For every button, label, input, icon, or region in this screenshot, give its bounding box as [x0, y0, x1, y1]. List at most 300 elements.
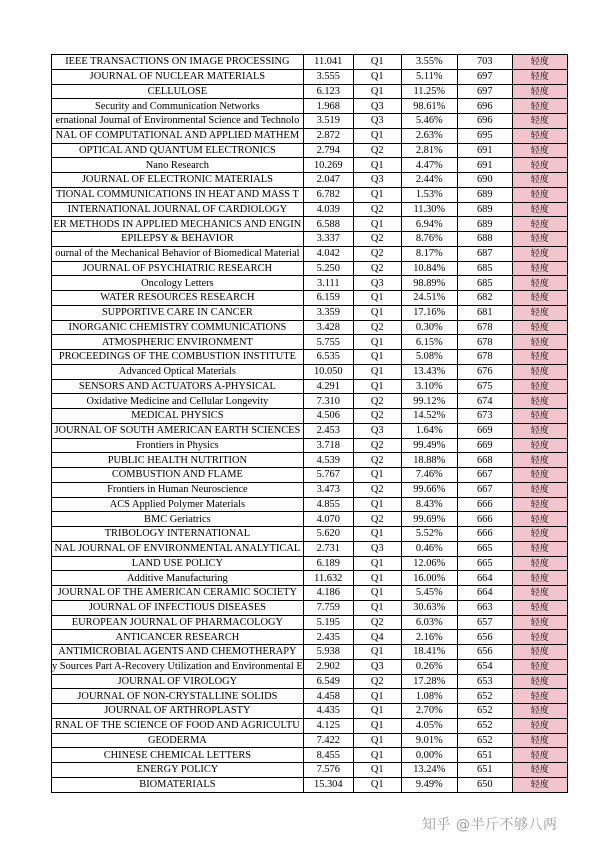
rank-cell: 657 — [457, 615, 512, 630]
status-cell: 轻度 — [512, 217, 567, 232]
table-row — [52, 320, 568, 335]
table-row — [52, 128, 568, 143]
impact-factor-cell: 4.039 — [303, 202, 353, 217]
status-cell: 轻度 — [512, 748, 567, 763]
table-row — [52, 718, 568, 733]
impact-factor-cell: 5.755 — [303, 335, 353, 350]
rank-cell: 674 — [457, 394, 512, 409]
percentage-cell: 5.11% — [401, 69, 457, 84]
journal-name-cell: PUBLIC HEALTH NUTRITION — [52, 453, 304, 468]
quartile-cell: Q3 — [353, 173, 401, 188]
rank-cell: 678 — [457, 335, 512, 350]
impact-factor-cell: 6.549 — [303, 674, 353, 689]
percentage-cell: 16.00% — [401, 571, 457, 586]
journal-name-cell: COMBUSTION AND FLAME — [52, 468, 304, 483]
journal-name-cell: CHINESE CHEMICAL LETTERS — [52, 748, 304, 763]
journal-name-cell: ANTIMICROBIAL AGENTS AND CHEMOTHERAPY — [52, 645, 304, 660]
quartile-cell: Q2 — [353, 438, 401, 453]
impact-factor-cell: 4.458 — [303, 689, 353, 704]
impact-factor-cell: 5.620 — [303, 527, 353, 542]
quartile-cell: Q1 — [353, 364, 401, 379]
quartile-cell: Q1 — [353, 468, 401, 483]
percentage-cell: 6.03% — [401, 615, 457, 630]
status-cell: 轻度 — [512, 615, 567, 630]
table-row — [52, 541, 568, 556]
impact-factor-cell: 3.555 — [303, 69, 353, 84]
impact-factor-cell: 7.422 — [303, 733, 353, 748]
percentage-cell: 18.41% — [401, 645, 457, 660]
rank-cell: 669 — [457, 438, 512, 453]
table-row — [52, 202, 568, 217]
journal-name-cell: NAL JOURNAL OF ENVIRONMENTAL ANALYTICAL — [52, 541, 304, 556]
table-row — [52, 143, 568, 158]
status-cell: 轻度 — [512, 586, 567, 601]
rank-cell: 666 — [457, 527, 512, 542]
journal-name-cell: JOURNAL OF NUCLEAR MATERIALS — [52, 69, 304, 84]
journal-name-cell: CELLULOSE — [52, 84, 304, 99]
status-cell: 轻度 — [512, 84, 567, 99]
table-row — [52, 512, 568, 527]
table-row — [52, 305, 568, 320]
status-cell: 轻度 — [512, 482, 567, 497]
percentage-cell: 99.66% — [401, 482, 457, 497]
journal-name-cell: BIOMATERIALS — [52, 777, 304, 792]
percentage-cell: 0.30% — [401, 320, 457, 335]
impact-factor-cell: 10.269 — [303, 158, 353, 173]
quartile-cell: Q2 — [353, 261, 401, 276]
journal-name-cell: SENSORS AND ACTUATORS A-PHYSICAL — [52, 379, 304, 394]
impact-factor-cell: 4.070 — [303, 512, 353, 527]
journal-name-cell: Security and Communication Networks — [52, 99, 304, 114]
journal-name-cell: JOURNAL OF SOUTH AMERICAN EARTH SCIENCES — [52, 423, 304, 438]
table-row — [52, 482, 568, 497]
status-cell: 轻度 — [512, 512, 567, 527]
impact-factor-cell: 7.576 — [303, 763, 353, 778]
table-row — [52, 158, 568, 173]
status-cell: 轻度 — [512, 718, 567, 733]
percentage-cell: 2.70% — [401, 704, 457, 719]
status-cell: 轻度 — [512, 630, 567, 645]
percentage-cell: 12.06% — [401, 556, 457, 571]
quartile-cell: Q3 — [353, 276, 401, 291]
journal-name-cell: Advanced Optical Materials — [52, 364, 304, 379]
table-row — [52, 571, 568, 586]
table-row — [52, 748, 568, 763]
table-row — [52, 468, 568, 483]
quartile-cell: Q1 — [353, 586, 401, 601]
journal-name-cell: Oncology Letters — [52, 276, 304, 291]
percentage-cell: 99.12% — [401, 394, 457, 409]
rank-cell: 688 — [457, 232, 512, 247]
impact-factor-cell: 2.794 — [303, 143, 353, 158]
rank-cell: 665 — [457, 556, 512, 571]
table-row — [52, 674, 568, 689]
rank-cell: 697 — [457, 69, 512, 84]
quartile-cell: Q1 — [353, 305, 401, 320]
status-cell: 轻度 — [512, 704, 567, 719]
table-row — [52, 84, 568, 99]
journal-name-cell: ournal of the Mechanical Behavior of Biomedical Material — [52, 246, 304, 261]
status-cell: 轻度 — [512, 320, 567, 335]
quartile-cell: Q1 — [353, 748, 401, 763]
journal-name-cell: ANTICANCER RESEARCH — [52, 630, 304, 645]
rank-cell: 703 — [457, 55, 512, 70]
status-cell: 轻度 — [512, 276, 567, 291]
percentage-cell: 7.46% — [401, 468, 457, 483]
impact-factor-cell: 5.938 — [303, 645, 353, 660]
journal-name-cell: SUPPORTIVE CARE IN CANCER — [52, 305, 304, 320]
journal-name-cell: ACS Applied Polymer Materials — [52, 497, 304, 512]
journal-name-cell: IEEE TRANSACTIONS ON IMAGE PROCESSING — [52, 55, 304, 70]
table-row — [52, 600, 568, 615]
table-row — [52, 586, 568, 601]
status-cell: 轻度 — [512, 143, 567, 158]
impact-factor-cell: 2.047 — [303, 173, 353, 188]
quartile-cell: Q1 — [353, 704, 401, 719]
quartile-cell: Q2 — [353, 482, 401, 497]
impact-factor-cell: 11.041 — [303, 55, 353, 70]
status-cell: 轻度 — [512, 128, 567, 143]
rank-cell: 667 — [457, 468, 512, 483]
quartile-cell: Q1 — [353, 556, 401, 571]
rank-cell: 652 — [457, 689, 512, 704]
impact-factor-cell: 6.159 — [303, 291, 353, 306]
journal-name-cell: JOURNAL OF NON-CRYSTALLINE SOLIDS — [52, 689, 304, 704]
status-cell: 轻度 — [512, 261, 567, 276]
quartile-cell: Q1 — [353, 128, 401, 143]
journal-name-cell: JOURNAL OF ARTHROPLASTY — [52, 704, 304, 719]
quartile-cell: Q2 — [353, 143, 401, 158]
journal-name-cell: INORGANIC CHEMISTRY COMMUNICATIONS — [52, 320, 304, 335]
quartile-cell: Q1 — [353, 335, 401, 350]
status-cell: 轻度 — [512, 571, 567, 586]
percentage-cell: 1.08% — [401, 689, 457, 704]
impact-factor-cell: 5.195 — [303, 615, 353, 630]
percentage-cell: 3.10% — [401, 379, 457, 394]
table-row — [52, 69, 568, 84]
quartile-cell: Q1 — [353, 350, 401, 365]
status-cell: 轻度 — [512, 305, 567, 320]
rank-cell: 681 — [457, 305, 512, 320]
percentage-cell: 18.88% — [401, 453, 457, 468]
rank-cell: 697 — [457, 84, 512, 99]
quartile-cell: Q2 — [353, 453, 401, 468]
impact-factor-cell: 4.506 — [303, 409, 353, 424]
quartile-cell: Q3 — [353, 659, 401, 674]
percentage-cell: 13.24% — [401, 763, 457, 778]
status-cell: 轻度 — [512, 394, 567, 409]
table-row — [52, 261, 568, 276]
rank-cell: 666 — [457, 512, 512, 527]
percentage-cell: 8.17% — [401, 246, 457, 261]
rank-cell: 666 — [457, 497, 512, 512]
rank-cell: 652 — [457, 704, 512, 719]
quartile-cell: Q1 — [353, 158, 401, 173]
status-cell: 轻度 — [512, 246, 567, 261]
impact-factor-cell: 11.632 — [303, 571, 353, 586]
impact-factor-cell: 5.250 — [303, 261, 353, 276]
journal-name-cell: GEODERMA — [52, 733, 304, 748]
percentage-cell: 6.15% — [401, 335, 457, 350]
quartile-cell: Q3 — [353, 114, 401, 129]
impact-factor-cell: 4.539 — [303, 453, 353, 468]
quartile-cell: Q3 — [353, 99, 401, 114]
table-row — [52, 291, 568, 306]
percentage-cell: 5.46% — [401, 114, 457, 129]
rank-cell: 689 — [457, 217, 512, 232]
rank-cell: 651 — [457, 763, 512, 778]
rank-cell: 682 — [457, 291, 512, 306]
table-row — [52, 556, 568, 571]
table-row — [52, 232, 568, 247]
impact-factor-cell: 2.731 — [303, 541, 353, 556]
quartile-cell: Q1 — [353, 497, 401, 512]
percentage-cell: 0.46% — [401, 541, 457, 556]
journal-name-cell: Oxidative Medicine and Cellular Longevity — [52, 394, 304, 409]
status-cell: 轻度 — [512, 69, 567, 84]
quartile-cell: Q2 — [353, 320, 401, 335]
impact-factor-cell: 4.125 — [303, 718, 353, 733]
journal-name-cell: NAL OF COMPUTATIONAL AND APPLIED MATHEM — [52, 128, 304, 143]
impact-factor-cell: 3.359 — [303, 305, 353, 320]
rank-cell: 664 — [457, 586, 512, 601]
journal-name-cell: JOURNAL OF THE AMERICAN CERAMIC SOCIETY — [52, 586, 304, 601]
status-cell: 轻度 — [512, 99, 567, 114]
quartile-cell: Q1 — [353, 84, 401, 99]
rank-cell: 654 — [457, 659, 512, 674]
table-row — [52, 615, 568, 630]
rank-cell: 673 — [457, 409, 512, 424]
rank-cell: 678 — [457, 350, 512, 365]
rank-cell: 696 — [457, 99, 512, 114]
quartile-cell: Q2 — [353, 232, 401, 247]
percentage-cell: 4.05% — [401, 718, 457, 733]
percentage-cell: 98.61% — [401, 99, 457, 114]
percentage-cell: 24.51% — [401, 291, 457, 306]
status-cell: 轻度 — [512, 423, 567, 438]
journal-name-cell: BMC Geriatrics — [52, 512, 304, 527]
journal-name-cell: ernational Journal of Environmental Science and Technolo — [52, 114, 304, 129]
percentage-cell: 5.52% — [401, 527, 457, 542]
table-row — [52, 246, 568, 261]
quartile-cell: Q2 — [353, 202, 401, 217]
table-row — [52, 173, 568, 188]
status-cell: 轻度 — [512, 438, 567, 453]
percentage-cell: 99.69% — [401, 512, 457, 527]
percentage-cell: 2.81% — [401, 143, 457, 158]
journal-name-cell: LAND USE POLICY — [52, 556, 304, 571]
journal-name-cell: JOURNAL OF VIROLOGY — [52, 674, 304, 689]
journal-name-cell: y Sources Part A-Recovery Utilization and Environmental E — [52, 661, 303, 673]
journal-name-cell: Frontiers in Human Neuroscience — [52, 482, 304, 497]
impact-factor-cell: 4.291 — [303, 379, 353, 394]
quartile-cell: Q2 — [353, 615, 401, 630]
rank-cell: 665 — [457, 541, 512, 556]
table-row — [52, 335, 568, 350]
percentage-cell: 5.45% — [401, 586, 457, 601]
impact-factor-cell: 2.453 — [303, 423, 353, 438]
table-row — [52, 394, 568, 409]
journal-name-cell: INTERNATIONAL JOURNAL OF CARDIOLOGY — [52, 202, 304, 217]
percentage-cell: 3.55% — [401, 55, 457, 70]
rank-cell: 696 — [457, 114, 512, 129]
table-row — [52, 55, 568, 70]
table-row — [52, 379, 568, 394]
quartile-cell: Q1 — [353, 733, 401, 748]
quartile-cell: Q2 — [353, 674, 401, 689]
table-row — [52, 733, 568, 748]
impact-factor-cell: 4.042 — [303, 246, 353, 261]
table-row — [52, 659, 568, 674]
rank-cell: 676 — [457, 364, 512, 379]
impact-factor-cell: 3.337 — [303, 232, 353, 247]
table-row — [52, 645, 568, 660]
status-cell: 轻度 — [512, 291, 567, 306]
rank-cell: 675 — [457, 379, 512, 394]
table-row — [52, 497, 568, 512]
percentage-cell: 0.26% — [401, 659, 457, 674]
watermark: 知乎 @半斤不够八两 — [422, 817, 558, 833]
journal-name-cell: Nano Research — [52, 158, 304, 173]
percentage-cell: 30.63% — [401, 600, 457, 615]
status-cell: 轻度 — [512, 600, 567, 615]
percentage-cell: 5.08% — [401, 350, 457, 365]
journal-name-cell: WATER RESOURCES RESEARCH — [52, 291, 304, 306]
quartile-cell: Q2 — [353, 512, 401, 527]
percentage-cell: 13.43% — [401, 364, 457, 379]
rank-cell: 691 — [457, 158, 512, 173]
rank-cell: 656 — [457, 645, 512, 660]
journal-name-cell: ER METHODS IN APPLIED MECHANICS AND ENGIN — [52, 217, 304, 232]
percentage-cell: 11.30% — [401, 202, 457, 217]
quartile-cell: Q1 — [353, 689, 401, 704]
table-row — [52, 689, 568, 704]
quartile-cell: Q1 — [353, 187, 401, 202]
impact-factor-cell: 15.304 — [303, 777, 353, 792]
impact-factor-cell: 2.872 — [303, 128, 353, 143]
table-row — [52, 276, 568, 291]
impact-factor-cell: 6.782 — [303, 187, 353, 202]
table-row — [52, 187, 568, 202]
table-row — [52, 217, 568, 232]
journal-name-cell: TIONAL COMMUNICATIONS IN HEAT AND MASS T — [52, 187, 304, 202]
impact-factor-cell: 3.111 — [303, 276, 353, 291]
percentage-cell: 98.89% — [401, 276, 457, 291]
rank-cell: 669 — [457, 423, 512, 438]
journal-name-cell: Frontiers in Physics — [52, 438, 304, 453]
status-cell: 轻度 — [512, 777, 567, 792]
rank-cell: 687 — [457, 246, 512, 261]
status-cell: 轻度 — [512, 114, 567, 129]
quartile-cell: Q1 — [353, 217, 401, 232]
table-row — [52, 423, 568, 438]
percentage-cell: 6.94% — [401, 217, 457, 232]
impact-factor-cell: 2.435 — [303, 630, 353, 645]
impact-factor-cell: 3.473 — [303, 482, 353, 497]
quartile-cell: Q2 — [353, 246, 401, 261]
impact-factor-cell: 3.718 — [303, 438, 353, 453]
status-cell: 轻度 — [512, 158, 567, 173]
rank-cell: 650 — [457, 777, 512, 792]
rank-cell: 685 — [457, 261, 512, 276]
percentage-cell: 99.49% — [401, 438, 457, 453]
quartile-cell: Q3 — [353, 541, 401, 556]
table-row — [52, 777, 568, 792]
table-row — [52, 630, 568, 645]
status-cell: 轻度 — [512, 187, 567, 202]
quartile-cell: Q1 — [353, 291, 401, 306]
journal-name-cell: EUROPEAN JOURNAL OF PHARMACOLOGY — [52, 615, 304, 630]
journal-name-cell: OPTICAL AND QUANTUM ELECTRONICS — [52, 143, 304, 158]
table-row — [52, 350, 568, 365]
percentage-cell: 14.52% — [401, 409, 457, 424]
percentage-cell: 11.25% — [401, 84, 457, 99]
rank-cell: 689 — [457, 202, 512, 217]
percentage-cell: 2.16% — [401, 630, 457, 645]
percentage-cell: 2.63% — [401, 128, 457, 143]
rank-cell: 653 — [457, 674, 512, 689]
percentage-cell: 17.16% — [401, 305, 457, 320]
status-cell: 轻度 — [512, 556, 567, 571]
impact-factor-cell: 5.767 — [303, 468, 353, 483]
status-cell: 轻度 — [512, 55, 567, 70]
quartile-cell: Q1 — [353, 718, 401, 733]
impact-factor-cell: 10.050 — [303, 364, 353, 379]
status-cell: 轻度 — [512, 733, 567, 748]
rank-cell: 689 — [457, 187, 512, 202]
impact-factor-cell: 7.759 — [303, 600, 353, 615]
quartile-cell: Q4 — [353, 630, 401, 645]
impact-factor-cell: 2.902 — [303, 659, 353, 674]
quartile-cell: Q1 — [353, 763, 401, 778]
journal-name-cell: EPILEPSY & BEHAVIOR — [52, 232, 304, 247]
rank-cell: 690 — [457, 173, 512, 188]
status-cell: 轻度 — [512, 453, 567, 468]
percentage-cell: 8.76% — [401, 232, 457, 247]
status-cell: 轻度 — [512, 468, 567, 483]
table-row — [52, 527, 568, 542]
percentage-cell: 9.01% — [401, 733, 457, 748]
percentage-cell: 0.00% — [401, 748, 457, 763]
percentage-cell: 4.47% — [401, 158, 457, 173]
quartile-cell: Q2 — [353, 409, 401, 424]
status-cell: 轻度 — [512, 689, 567, 704]
percentage-cell: 1.53% — [401, 187, 457, 202]
status-cell: 轻度 — [512, 379, 567, 394]
quartile-cell: Q1 — [353, 69, 401, 84]
status-cell: 轻度 — [512, 497, 567, 512]
rank-cell: 667 — [457, 482, 512, 497]
journal-table — [51, 54, 568, 793]
table-row — [52, 99, 568, 114]
table-row — [52, 364, 568, 379]
quartile-cell: Q1 — [353, 571, 401, 586]
impact-factor-cell: 4.435 — [303, 704, 353, 719]
status-cell: 轻度 — [512, 350, 567, 365]
journal-name-cell: ENERGY POLICY — [52, 763, 304, 778]
table-row — [52, 763, 568, 778]
quartile-cell: Q1 — [353, 55, 401, 70]
status-cell: 轻度 — [512, 541, 567, 556]
impact-factor-cell: 8.455 — [303, 748, 353, 763]
status-cell: 轻度 — [512, 674, 567, 689]
status-cell: 轻度 — [512, 409, 567, 424]
rank-cell: 656 — [457, 630, 512, 645]
rank-cell: 691 — [457, 143, 512, 158]
impact-factor-cell: 6.588 — [303, 217, 353, 232]
impact-factor-cell: 6.123 — [303, 84, 353, 99]
quartile-cell: Q1 — [353, 645, 401, 660]
